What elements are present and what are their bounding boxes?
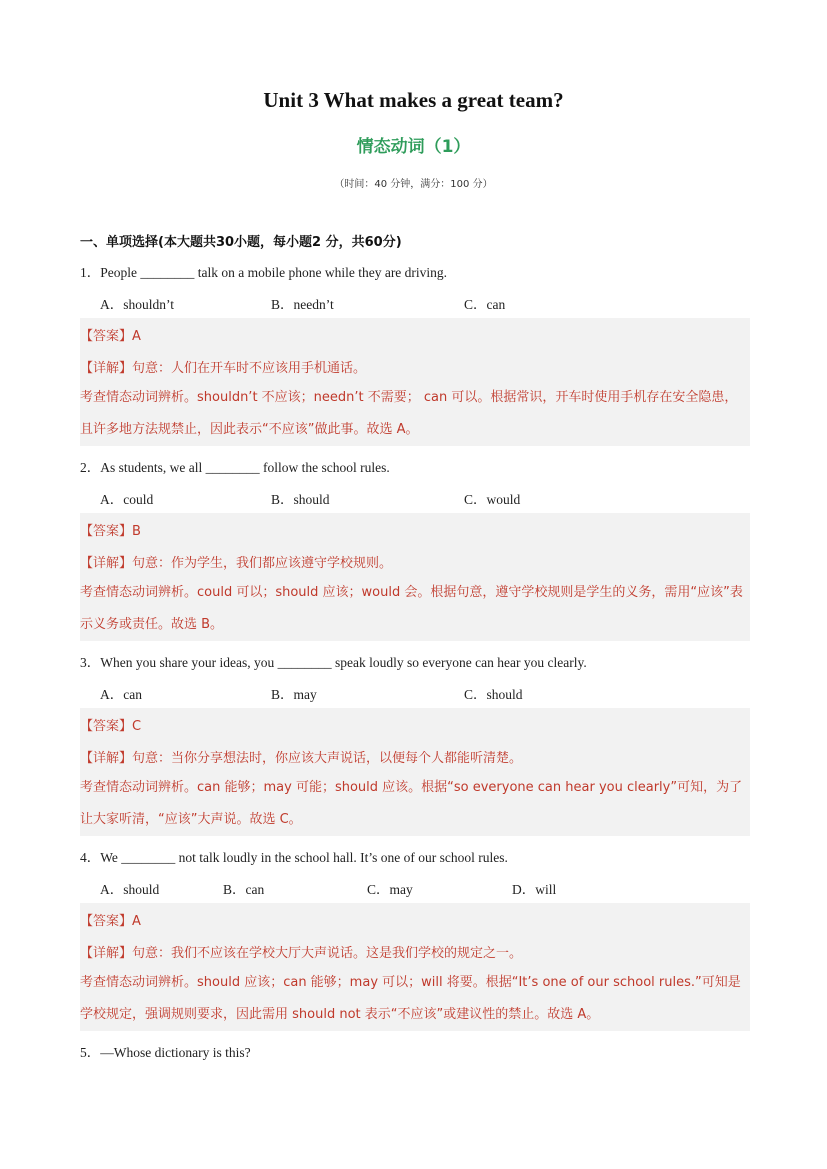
option-c: C．can <box>464 297 506 312</box>
answer-label: 【答案】B <box>80 524 141 539</box>
question-stem: 4．We ________ not talk loudly in the school hall. It’s one of our school rules. <box>80 850 508 865</box>
question-stem: 5．—Whose dictionary is this? <box>80 1045 251 1060</box>
page-title: Unit 3 What makes a great team? <box>263 88 564 112</box>
option-c: C．should <box>464 687 523 702</box>
page-subtitle: 情态动词（1） <box>356 137 471 157</box>
option-b: B．may <box>271 687 317 702</box>
section-heading: 一、单项选择(本大题共30小题，每小题2 分，共60分) <box>80 235 402 250</box>
option-a: A．should <box>100 882 160 897</box>
analysis: 考查情态动词辨析。can 能够；may 可能；should 应该。根据“so everyone can hear you clearly”可知，为了让大家听清，“应该”大声说。故选 C。 <box>80 780 743 827</box>
question-stem: 1．People ________ talk on a mobile phone while they are driving. <box>80 265 448 280</box>
option-c: C．may <box>367 882 413 897</box>
option-a: A．can <box>100 687 142 702</box>
option-b: B．needn’t <box>271 297 334 312</box>
answer-box <box>80 708 750 836</box>
question-options <box>100 683 740 701</box>
option-a: A．could <box>100 492 154 507</box>
option-b: B．can <box>223 882 265 897</box>
time-info: （时间：40 分钟，满分：100 分） <box>334 179 493 190</box>
answer-label: 【答案】A <box>80 914 141 929</box>
translation: 【详解】句意：当你分享想法时，你应该大声说话，以便每个人都能听清楚。 <box>80 751 523 766</box>
question-stem: 2．As students, we all ________ follow the school rules. <box>80 460 390 475</box>
answer-box <box>80 903 750 1031</box>
translation: 【详解】句意：人们在开车时不应该用手机通话。 <box>80 361 367 376</box>
option-c: C．would <box>464 492 521 507</box>
answer-box <box>80 318 750 446</box>
answer-box <box>80 513 750 641</box>
translation: 【详解】句意：我们不应该在学校大厅大声说话。这是我们学校的规定之一。 <box>80 946 523 961</box>
question-options <box>100 488 740 506</box>
translation: 【详解】句意：作为学生，我们都应该遵守学校规则。 <box>80 556 393 571</box>
analysis: 考查情态动词辨析。should 应该；can 能够；may 可以；will 将要。根据“It’s one of our school rules.”可知是学校规定，强调规则要求，因此需用 should not 表示“不应该”或建议性的禁止。故选 A。 <box>80 975 741 1022</box>
question-options <box>100 293 740 311</box>
analysis: 考查情态动词辨析。could 可以；should 应该；would 会。根据句意，遵守学校规则是学生的义务，需用“应该”表示义务或责任。故选 B。 <box>80 585 743 632</box>
analysis: 考查情态动词辨析。shouldn’t 不应该；needn’t 不需要； can 可以。根据常识，开车时使用手机存在安全隐患，且许多地方法规禁止，因此表示“不应该”做此事。故选 A。 <box>80 390 738 437</box>
question-options <box>100 878 740 896</box>
option-a: A．shouldn’t <box>100 297 175 312</box>
option-b: B．should <box>271 492 330 507</box>
answer-label: 【答案】C <box>80 719 142 734</box>
answer-label: 【答案】A <box>80 329 141 344</box>
option-d: D．will <box>512 882 557 897</box>
question-stem: 3．When you share your ideas, you ________ speak loudly so everyone can hear you clearly. <box>80 655 587 670</box>
